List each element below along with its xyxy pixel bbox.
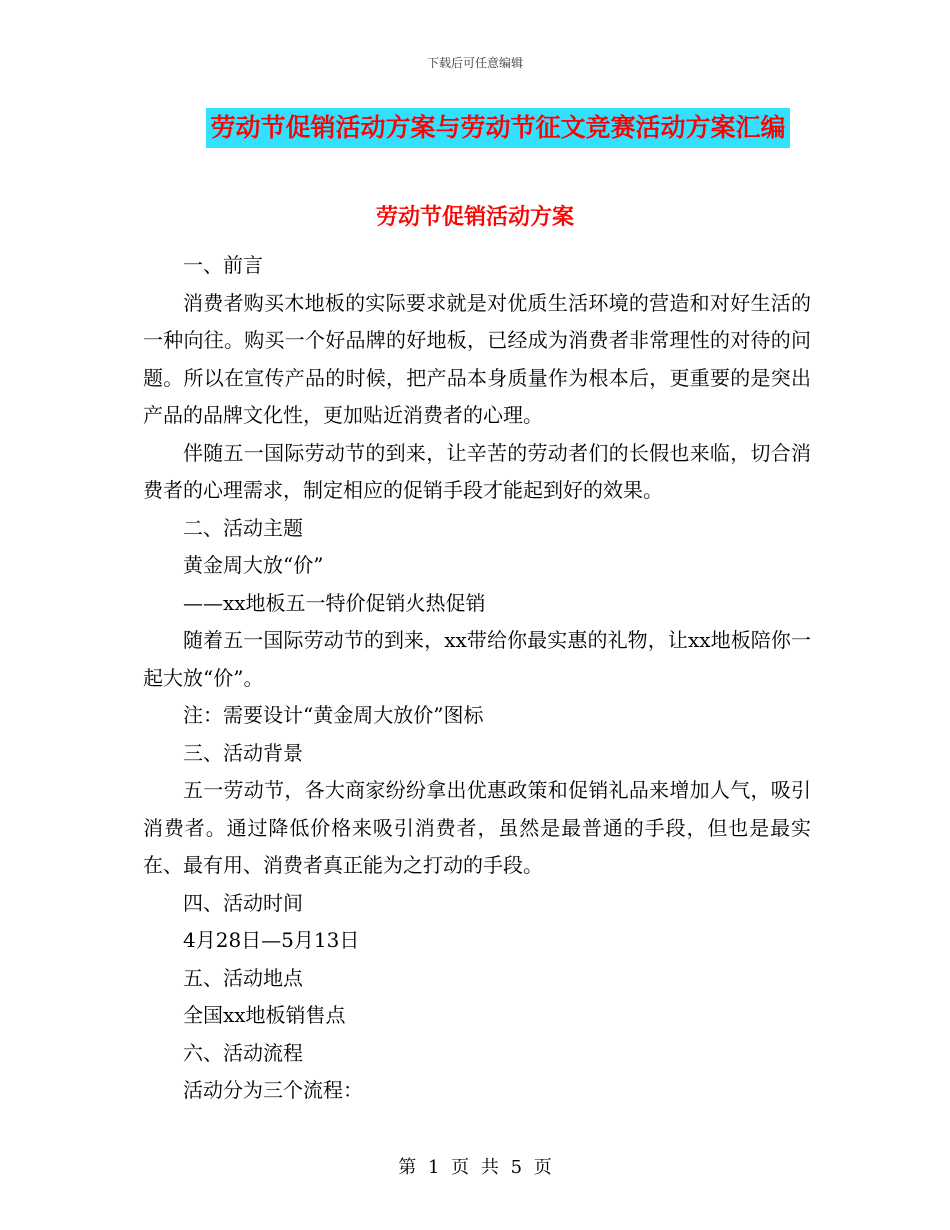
heading-location: 五、活动地点 — [183, 965, 303, 990]
theme-note: 注：需要设计“黄金周大放价”图标 — [183, 703, 484, 727]
section-title: 劳动节促销活动方案 — [375, 205, 574, 230]
header-note: 下载后可任意编辑 — [426, 56, 523, 70]
activity-location: 全国xx地板销售点 — [183, 1003, 346, 1027]
paragraph-theme: 随着五一国际劳动节的到来，xx带给你最实惠的礼物，让xx地板陪你一起大放“价”。 — [143, 628, 811, 690]
theme-subslogan: ——xx地板五一特价促销火热促销 — [183, 590, 486, 615]
paragraph-process: 活动分为三个流程： — [183, 1078, 363, 1102]
page-number-footer: 第 1 页 共 5 页 — [398, 1157, 552, 1178]
activity-time: 4月28日—5月13日 — [183, 928, 360, 952]
heading-background: 三、活动背景 — [183, 740, 303, 765]
heading-time: 四、活动时间 — [183, 890, 303, 915]
main-title-container — [0, 108, 950, 148]
theme-slogan: 黄金周大放“价” — [183, 553, 324, 577]
heading-process: 六、活动流程 — [183, 1040, 303, 1065]
paragraph-preface-2: 伴随五一国际劳动节的到来，让辛苦的劳动者们的长假也来临，切合消费者的心理需求，制定相应的促销手段才能起到好的效果。 — [143, 440, 811, 502]
paragraph-preface-1: 消费者购买木地板的实际要求就是对优质生活环境的营造和对好生活的一种向往。购买一个好品牌的好地板，已经成为消费者非常理性的对待的问题。所以在宣传产品的时候，把产品本身质量作为根本后，更重要的是突出产品的品牌文化性，更加贴近消费者的心理。 — [143, 290, 811, 427]
paragraph-background: 五一劳动节，各大商家纷纷拿出优惠政策和促销礼品来增加人气，吸引消费者。通过降低价格来吸引消费者，虽然是最普通的手段，但也是最实在、最有用、消费者真正能为之打动的手段。 — [143, 778, 811, 877]
heading-theme: 二、活动主题 — [183, 515, 303, 540]
heading-preface: 一、前言 — [183, 253, 263, 277]
main-title: 劳动节促销活动方案与劳动节征文竞赛活动方案汇编 — [206, 108, 789, 148]
document-body — [143, 247, 811, 1110]
